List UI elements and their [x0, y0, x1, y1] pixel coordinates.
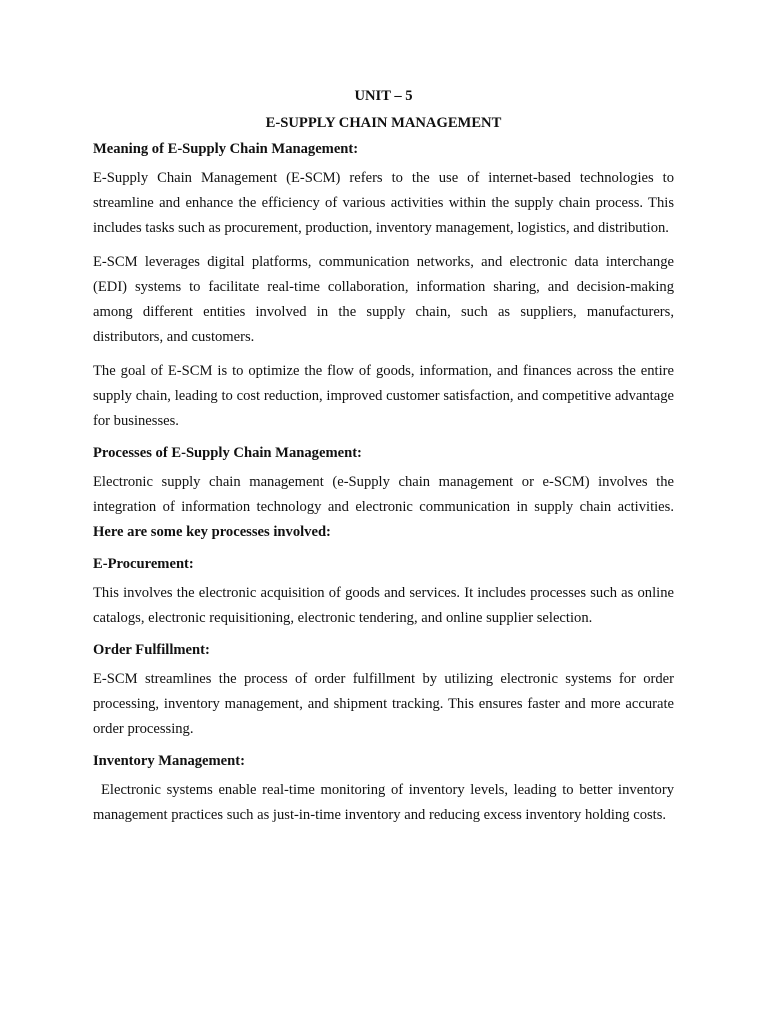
paragraph-meaning-1: E-Supply Chain Management (E-SCM) refers to the use of internet-based technologies to streamline and enhance the efficiency of various activities within the supply chain process. This includes tasks such as procurement, production, inventory management, logistics, and distribution.	[93, 170, 674, 236]
section-heading-meaning: Meaning of E-Supply Chain Management:	[93, 141, 359, 157]
paragraph-inventory-management: Electronic systems enable real-time monitoring of inventory levels, leading to better inventory management practices such as just-in-time inventory and reducing excess inventory holding costs.	[93, 782, 674, 823]
paragraph-processes-text: Electronic supply chain management (e-Supply chain management or e-SCM) involves the integration of information technology and electronic communication in supply chain activities.	[93, 474, 674, 515]
section-heading-e-procurement: E-Procurement:	[93, 556, 194, 572]
unit-title: UNIT – 5	[354, 88, 413, 104]
section-heading-order-fulfillment: Order Fulfillment:	[93, 642, 210, 658]
paragraph-meaning-2: E-SCM leverages digital platforms, communication networks, and electronic data interchange (EDI) systems to facilitate real-time collaboration, information sharing, and decision-making among different entities involved in the supply chain, such as suppliers, manufacturers, distributors, and customers.	[93, 254, 674, 345]
section-meaning	[93, 139, 674, 434]
paragraph-order-fulfillment: E-SCM streamlines the process of order fulfillment by utilizing electronic systems for order processing, inventory management, and shipment tracking. This ensures faster and more accurate order processing.	[93, 671, 674, 737]
section-heading-inventory-management: Inventory Management:	[93, 753, 245, 769]
section-heading-processes: Processes of E-Supply Chain Management:	[93, 445, 362, 461]
section-inventory-management	[93, 751, 674, 828]
paragraph-meaning-3: The goal of E-SCM is to optimize the flow of goods, information, and finances across the entire supply chain, leading to cost reduction, improved customer satisfaction, and competitive advantage for businesses.	[93, 363, 674, 429]
paragraph-e-procurement: This involves the electronic acquisition of goods and services. It includes processes such as online catalogs, electronic requisitioning, electronic tendering, and online supplier selection.	[93, 585, 674, 626]
paragraph-processes	[93, 470, 674, 545]
section-processes	[93, 443, 674, 545]
paragraph-processes-bold: Here are some key processes involved:	[93, 524, 331, 540]
section-order-fulfillment	[93, 640, 674, 742]
section-e-procurement	[93, 554, 674, 631]
document-page	[93, 86, 674, 837]
main-title: E-SUPPLY CHAIN MANAGEMENT	[265, 115, 502, 131]
